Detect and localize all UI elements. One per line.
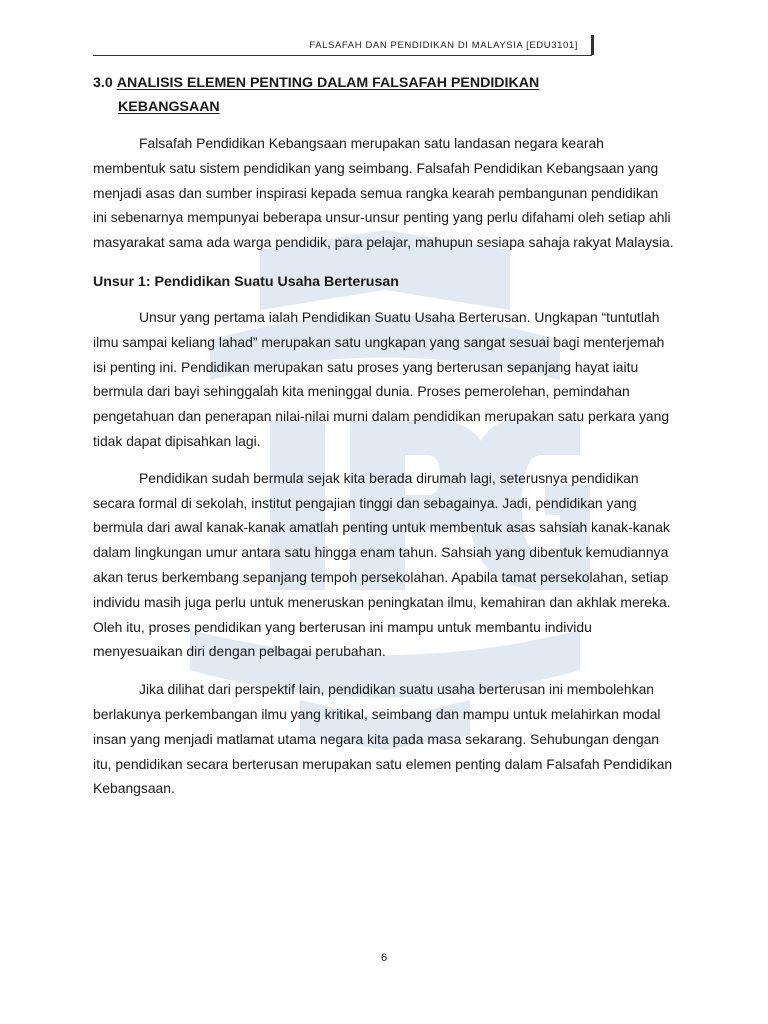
header-bar [591, 35, 594, 55]
document-body [93, 71, 675, 801]
section-title-line1: ANALISIS ELEMEN PENTING DALAM FALSAFAH PENDIDIKAN [116, 75, 540, 91]
intro-paragraph: Falsafah Pendidikan Kebangsaan merupakan satu landasan negara kearah membentuk satu sistem pendidikan yang seimbang. Falsafah Pendidikan Kebangsaan yang menjadi asas dan sumber inspirasi kepada semua rangka kearah pembangunan pendidikan ini sebenarnya mempunyai beberapa unsur-unsur penting yang perlu difahami oleh setiap ahli masyarakat sama ada warga pendidik, para pelajar, mahupun sesiapa sahaja rakyat Malaysia. [93, 135, 674, 251]
subheading-unsur-1: Unsur 1: Pendidikan Suatu Usaha Berterusan [93, 273, 399, 290]
header-rule [93, 55, 592, 56]
section-number: 3.0 [93, 75, 113, 91]
paragraph-1: Unsur yang pertama ialah Pendidikan Suatu Usaha Berterusan. Ungkapan “tuntutlah ilmu sampai keliang lahad” merupakan satu ungkapan yang sangat sesuai bagi menterjemah isi penting ini. Pendidikan merupakan satu proses yang berterusan sepanjang hayat iaitu bermula dari bayi sehinggalah kita meninggal dunia. Proses pemerolehan, pemindahan pengetahuan dan penerapan nilai-nilai murni dalam pendidikan merupakan satu perkara yang tidak dapat dipisahkan lagi. [93, 308, 670, 449]
paragraph-3: Jika dilihat dari perspektif lain, pendidikan suatu usaha berterusan ini membolehkan berlakunya perkembangan ilmu yang kritikal, seimbang dan mampu untuk melahirkan modal insan yang menjadi matlamat utama negara kita pada masa sekarang. Sehubungan dengan itu, pendidikan secara berterusan merupakan satu elemen penting dalam Falsafah Pendidikan Kebangsaan. [93, 681, 673, 797]
section-title-line2: KEBANGSAAN [118, 99, 220, 115]
page-number: 6 [380, 952, 388, 964]
running-header-title: FALSAFAH DAN PENDIDIKAN DI MALAYSIA [EDU3101] [309, 40, 578, 51]
running-header [0, 40, 768, 60]
section-heading [93, 71, 675, 119]
paragraph-2: Pendidikan sudah bermula sejak kita berada dirumah lagi, seterusnya pendidikan secara formal di sekolah, institut pengajian tinggi dan sebagainya. Jadi, pendidikan yang bermula dari awal kanak-kanak amatlah penting untuk membentuk asas sahsiah kanak-kanak dalam lingkungan umur antara satu hingga enam tahun. Sahsiah yang dibentuk kemudiannya akan terus berkembang sepanjang tempoh persekolahan. Apabila tamat persekolahan, setiap individu masih juga perlu untuk meneruskan peningkatan ilmu, kemahiran dan akhlak mereka. Oleh itu, proses pendidikan yang berterusan ini mampu untuk membantu individu menyesuaikan diri dengan pelbagai perubahan. [93, 469, 671, 660]
